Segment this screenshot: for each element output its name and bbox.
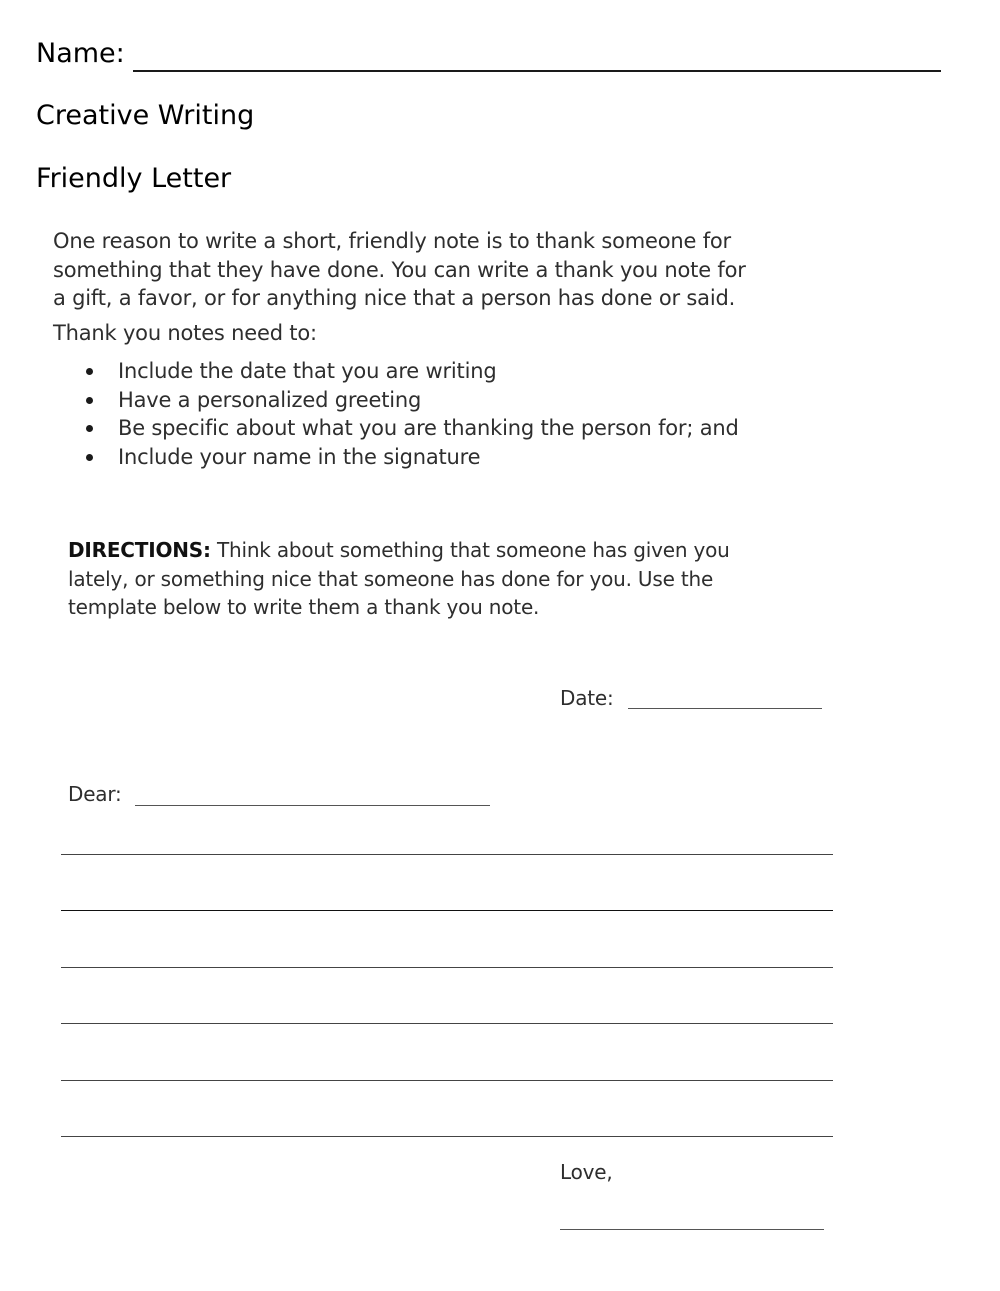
- assignment-title: Friendly Letter: [36, 163, 232, 194]
- name-field-line[interactable]: [133, 70, 941, 72]
- intro-line: something that they have done. You can write a thank you note for: [53, 257, 746, 282]
- directions-text: Think about something that someone has given you: [210, 538, 730, 562]
- list-item: [80, 443, 739, 472]
- greeting-field-line[interactable]: [135, 805, 490, 806]
- greeting-label: Dear:: [68, 782, 122, 806]
- date-field-line[interactable]: [628, 708, 822, 709]
- list-item: [80, 357, 739, 386]
- writing-line[interactable]: [61, 967, 833, 968]
- bullet-icon: [86, 425, 93, 432]
- bullet-icon: [86, 454, 93, 461]
- intro-line: a gift, a favor, or for anything nice that a person has done or said.: [53, 286, 736, 310]
- directions-line: template below to write them a thank you note.: [68, 595, 540, 619]
- requirements-heading: Thank you notes need to:: [53, 321, 317, 345]
- list-item-text: Include your name in the signature: [118, 444, 481, 469]
- directions-line: [68, 536, 730, 565]
- intro-paragraph: [53, 227, 746, 313]
- course-title: Creative Writing: [36, 100, 255, 131]
- date-label: Date:: [560, 686, 614, 710]
- directions-line: lately, or something nice that someone has done for you. Use the: [68, 566, 714, 591]
- writing-line[interactable]: [61, 1080, 833, 1081]
- list-item: [80, 386, 739, 415]
- directions-label: DIRECTIONS:: [68, 538, 211, 562]
- list-item-text: Have a personalized greeting: [118, 387, 422, 412]
- signature-field-line[interactable]: [560, 1229, 824, 1230]
- writing-line[interactable]: [61, 1023, 833, 1024]
- intro-line: One reason to write a short, friendly note is to thank someone for: [53, 229, 731, 253]
- list-item-text: Be specific about what you are thanking the person for; and: [118, 416, 739, 440]
- writing-line[interactable]: [61, 1136, 833, 1137]
- writing-line[interactable]: [61, 854, 833, 855]
- list-item-text: Include the date that you are writing: [118, 359, 497, 383]
- list-item: [80, 414, 739, 443]
- closing-label: Love,: [560, 1160, 613, 1184]
- requirements-list: [80, 357, 739, 471]
- name-label: Name:: [36, 38, 125, 69]
- bullet-icon: [86, 397, 93, 404]
- bullet-icon: [86, 368, 93, 375]
- directions-paragraph: [68, 536, 730, 622]
- writing-line[interactable]: [61, 910, 833, 911]
